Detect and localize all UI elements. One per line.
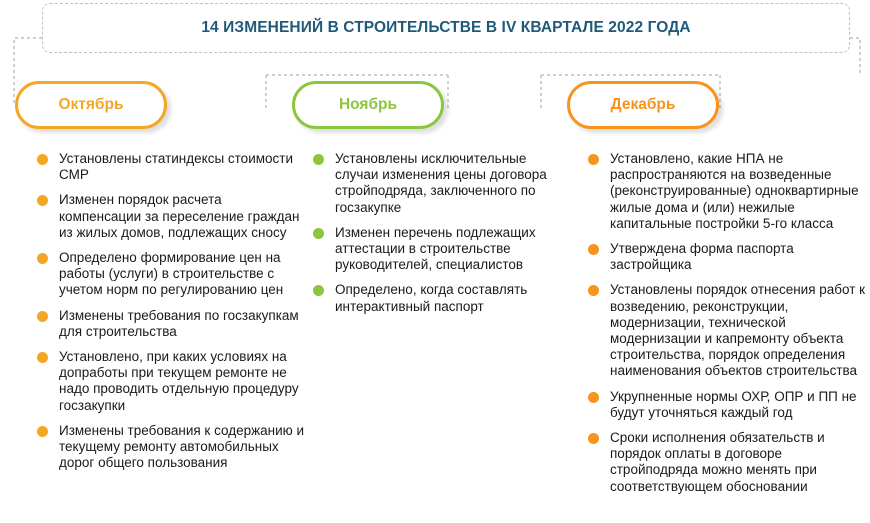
bullet-dot bbox=[588, 244, 599, 255]
bullet-dot bbox=[313, 285, 324, 296]
item-text: Установлено, какие НПА не распространяются на возведенные (реконструированные) одноквартирные жилые дома и (или) нежилые капитальные постройки 5-го класса bbox=[610, 151, 859, 231]
item-text: Установлены порядок отнесения работ к возведению, реконструкции, модернизации, технической модернизации и капремонту объекта строительства, порядок определения наименования объектов строительства bbox=[610, 282, 866, 379]
item-text: Установлено, при каких условиях на допработы при текущем ремонте не надо проводить отдельную процедуру госзакупки bbox=[59, 349, 299, 413]
list-item bbox=[37, 151, 307, 183]
bullet-dot bbox=[588, 154, 599, 165]
month-november-pill: Ноябрь bbox=[292, 81, 444, 129]
list-item bbox=[37, 349, 307, 414]
page-title: 14 ИЗМЕНЕНИЙ В СТРОИТЕЛЬСТВЕ В IV КВАРТАЛЕ 2022 ГОДА bbox=[42, 3, 850, 53]
item-text: Укрупненные нормы ОХР, ОПР и ПП не будут уточняться каждый год bbox=[610, 388, 857, 420]
item-text: Изменен перечень подлежащих аттестации в строительстве руководителей, специалистов bbox=[335, 224, 536, 273]
list-item bbox=[313, 282, 553, 314]
list-item bbox=[588, 241, 868, 273]
bullet-dot bbox=[588, 392, 599, 403]
list-item bbox=[37, 192, 307, 241]
list-item bbox=[588, 282, 868, 379]
month-december-pill: Декабрь bbox=[567, 81, 719, 129]
bullet-dot bbox=[588, 285, 599, 296]
list-item bbox=[313, 151, 553, 216]
bullet-dot bbox=[37, 253, 48, 264]
list-item bbox=[313, 225, 553, 274]
list-item bbox=[588, 430, 868, 495]
month-october-pill: Октябрь bbox=[15, 81, 167, 129]
list-item bbox=[37, 250, 307, 299]
bullet-dot bbox=[37, 426, 48, 437]
item-text: Установлены исключительные случаи изменения цены договора стройподряда, заключенного по госзакупке bbox=[335, 151, 547, 215]
november-list bbox=[313, 151, 553, 315]
list-item bbox=[37, 423, 307, 472]
item-text: Определено формирование цен на работы (услуги) в строительстве с учетом норм по регулированию цен bbox=[59, 250, 284, 298]
item-text: Утверждена форма паспорта застройщика bbox=[610, 241, 794, 273]
bullet-dot bbox=[37, 311, 48, 322]
list-item bbox=[588, 151, 868, 232]
item-text: Определено, когда составлять интерактивный паспорт bbox=[335, 282, 528, 314]
october-list bbox=[37, 151, 307, 471]
item-text: Изменены требования к содержанию и текущему ремонту автомобильных дорог общего пользования bbox=[59, 422, 305, 471]
bullet-dot bbox=[37, 352, 48, 363]
item-text: Изменен порядок расчета компенсации за переселение граждан из жилых домов, подлежащих сносу bbox=[59, 192, 300, 240]
item-text: Сроки исполнения обязательств и порядок оплаты в договоре стройподряда можно менять при соответствующем обосновании bbox=[610, 430, 825, 494]
item-text: Изменены требования по госзакупкам для строительства bbox=[59, 307, 299, 339]
item-text: Установлены статиндексы стоимости СМР bbox=[59, 151, 293, 183]
list-item bbox=[588, 389, 868, 421]
bullet-dot bbox=[37, 154, 48, 165]
bullet-dot bbox=[588, 433, 599, 444]
list-item bbox=[37, 308, 307, 340]
december-list bbox=[588, 151, 868, 495]
bullet-dot bbox=[37, 195, 48, 206]
connector-title-right bbox=[850, 38, 860, 75]
bullet-dot bbox=[313, 154, 324, 165]
bullet-dot bbox=[313, 228, 324, 239]
